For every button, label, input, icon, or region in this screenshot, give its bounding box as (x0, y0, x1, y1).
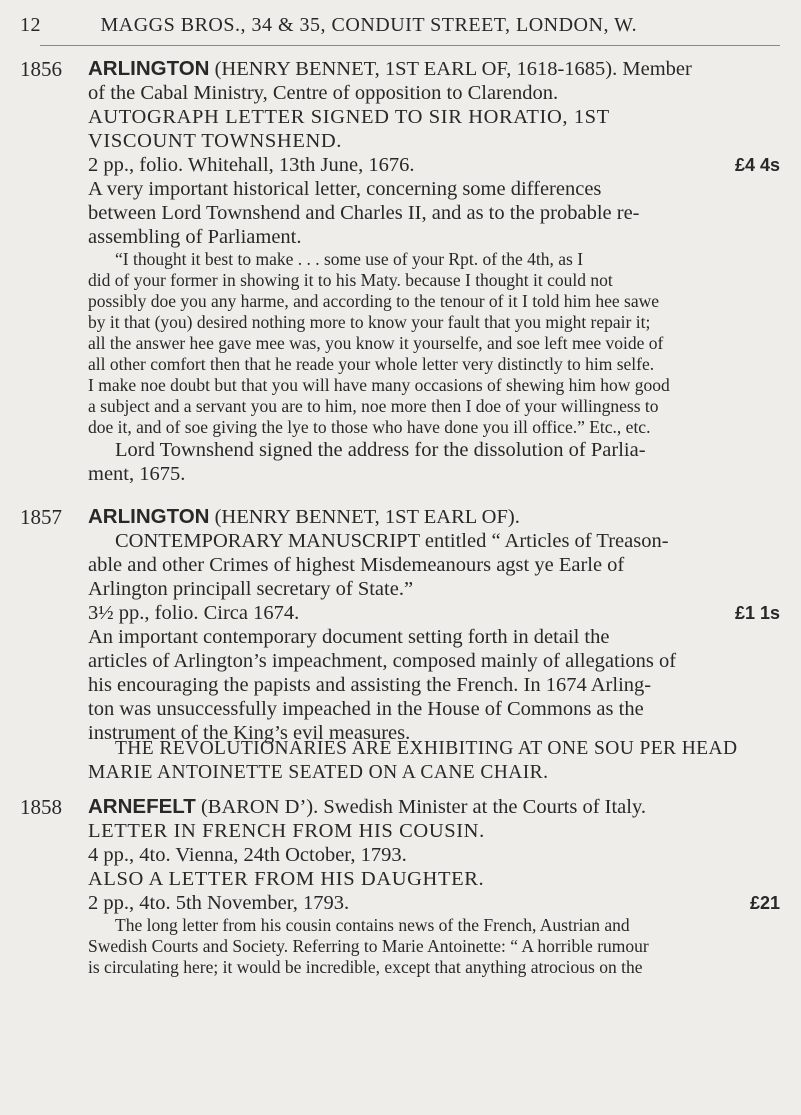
entry-line-text: instrument of the King’s evil measures. (88, 722, 411, 744)
entry-line (20, 553, 780, 577)
entry-line (20, 577, 780, 601)
entry-line-text: possibly doe you any harme, and according to the tenour of it I told him hee sawe (88, 291, 660, 311)
lot-number: 1858 (20, 795, 62, 819)
entry-line-text: CONTEMPORARY MANUSCRIPT entitled “ Articles of Treason- (115, 530, 669, 552)
entry-line (20, 891, 780, 915)
entry-line-text: of the Cabal Ministry, Centre of opposition to Clarendon. (88, 82, 559, 104)
entry-line (20, 81, 780, 105)
entry-line-text: his encouraging the papists and assisting the French. In 1674 Arling- (88, 674, 652, 696)
page-header (20, 14, 780, 37)
entry-line (20, 649, 780, 673)
entry-line-text: Lord Townshend signed the address for the dissolution of Parlia- (115, 439, 646, 461)
entry-line-text: between Lord Townshend and Charles II, and as to the probable re- (88, 202, 640, 224)
price: £4 4s (734, 155, 780, 175)
catalogue-entry-1857 (20, 505, 780, 745)
entry-line-text: Swedish Courts and Society. Referring to Marie Antoinette: “ A horrible rumour (88, 936, 649, 956)
entry-line-text: is circulating here; it would be incredible, except that anything atrocious on the (88, 957, 643, 977)
entry-line (20, 625, 780, 649)
entry-line-text: ALSO A LETTER FROM HIS DAUGHTER. (88, 868, 485, 890)
entry-line-text: doe it, and of soe giving the lye to those who have done you ill office.” Etc., etc. (88, 417, 651, 437)
catalogue-entry-1856 (20, 57, 780, 486)
entry-line (20, 505, 780, 529)
lot-number: 1857 (20, 505, 62, 529)
entry-line (20, 225, 780, 249)
entry-line (20, 462, 780, 486)
entry-line (20, 819, 780, 843)
publisher-line: MAGGS BROS., 34 & 35, CONDUIT STREET, LONDON, W. (100, 14, 638, 36)
entry-line-text: ment, 1675. (88, 463, 186, 485)
entry-line (20, 843, 780, 867)
entry-line (20, 936, 780, 957)
entry-line (20, 529, 780, 553)
entry-line (20, 697, 780, 721)
entry-line-text: ton was unsuccessfully impeached in the House of Commons as the (88, 698, 644, 720)
entry-line-text: all other comfort then that he reade your whole letter very distinctly to him selfe. (88, 354, 655, 374)
header-rule (40, 45, 780, 46)
entry-line-text: by it that (you) desired nothing more to know your fault that you might repair it; (88, 312, 651, 332)
entry-line-text: 2 pp., folio. Whitehall, 13th June, 1676. (88, 154, 415, 176)
entry-line (20, 270, 780, 291)
entry-line-text: a subject and a servant you are to him, noe more then I doe of your willingness to (88, 396, 659, 416)
entry-line (20, 417, 780, 438)
entry-line (20, 957, 780, 978)
entry-line-text: Arlington principall secretary of State.” (88, 578, 414, 600)
entry-line-text: VISCOUNT TOWNSHEND. (88, 130, 342, 152)
entry-line (20, 438, 780, 462)
caption-line: MARIE ANTOINETTE SEATED ON A CANE CHAIR. (88, 762, 549, 783)
entry-line (20, 333, 780, 354)
entry-line (20, 129, 780, 153)
price: £21 (749, 893, 780, 913)
entry-line (20, 153, 780, 177)
page-number: 12 (20, 14, 41, 36)
caption-line: THE REVOLUTIONARIES ARE EXHIBITING AT ONE SOU PER HEAD (115, 738, 738, 759)
price: £1 1s (734, 603, 780, 623)
entry-line (20, 375, 780, 396)
entry-line (20, 105, 780, 129)
entry-line-text: all the answer hee gave mee was, you know it yourselfe, and soe left mee voide of (88, 333, 664, 353)
entry-line-text: I make noe doubt but that you will have many occasions of shewing him how good (88, 375, 670, 395)
entry-line (20, 354, 780, 375)
entry-line-text: AUTOGRAPH LETTER SIGNED TO SIR HORATIO, 1ST (88, 106, 610, 128)
entry-line (20, 396, 780, 417)
entry-line-text: 4 pp., 4to. Vienna, 24th October, 1793. (88, 844, 407, 866)
entry-line-text: LETTER IN FRENCH FROM HIS COUSIN. (88, 820, 485, 842)
entry-line (20, 673, 780, 697)
entry-line (20, 915, 780, 936)
entry-line-text: 3½ pp., folio. Circa 1674. (88, 602, 300, 624)
entry-line (20, 867, 780, 891)
entry-line-text: A very important historical letter, concerning some differences (88, 178, 602, 200)
lot-number: 1856 (20, 57, 62, 81)
entry-line-text: articles of Arlington’s impeachment, composed mainly of allegations of (88, 650, 677, 672)
entry-line (20, 249, 780, 270)
entry-line (20, 312, 780, 333)
entry-line (20, 177, 780, 201)
entry-line-text: able and other Crimes of highest Misdemeanours agst ye Earle of (88, 554, 625, 576)
entry-line-text: An important contemporary document setting forth in detail the (88, 626, 610, 648)
entry-line (20, 201, 780, 225)
entry-line-text: “I thought it best to make . . . some use of your Rpt. of the 4th, as I (115, 249, 584, 269)
entry-line-text: ARLINGTON (HENRY BENNET, 1ST EARL OF, 1618-1685). Member (88, 57, 692, 80)
entry-line-text: did of your former in showing it to his Maty. because I thought it could not (88, 270, 613, 290)
entry-line-text: assembling of Parliament. (88, 226, 302, 248)
entry-line (20, 795, 780, 819)
entry-line (20, 601, 780, 625)
entry-line-text: ARNEFELT (BARON D’). Swedish Minister at the Courts of Italy. (88, 795, 647, 818)
entry-line-text: The long letter from his cousin contains news of the French, Austrian and (115, 915, 630, 935)
entry-line-text: 2 pp., 4to. 5th November, 1793. (88, 892, 350, 914)
illustration-caption (20, 738, 780, 786)
entry-line-text: ARLINGTON (HENRY BENNET, 1ST EARL OF). (88, 505, 520, 528)
catalogue-entry-1858 (20, 795, 780, 978)
entry-line (20, 291, 780, 312)
entry-line (20, 57, 780, 81)
